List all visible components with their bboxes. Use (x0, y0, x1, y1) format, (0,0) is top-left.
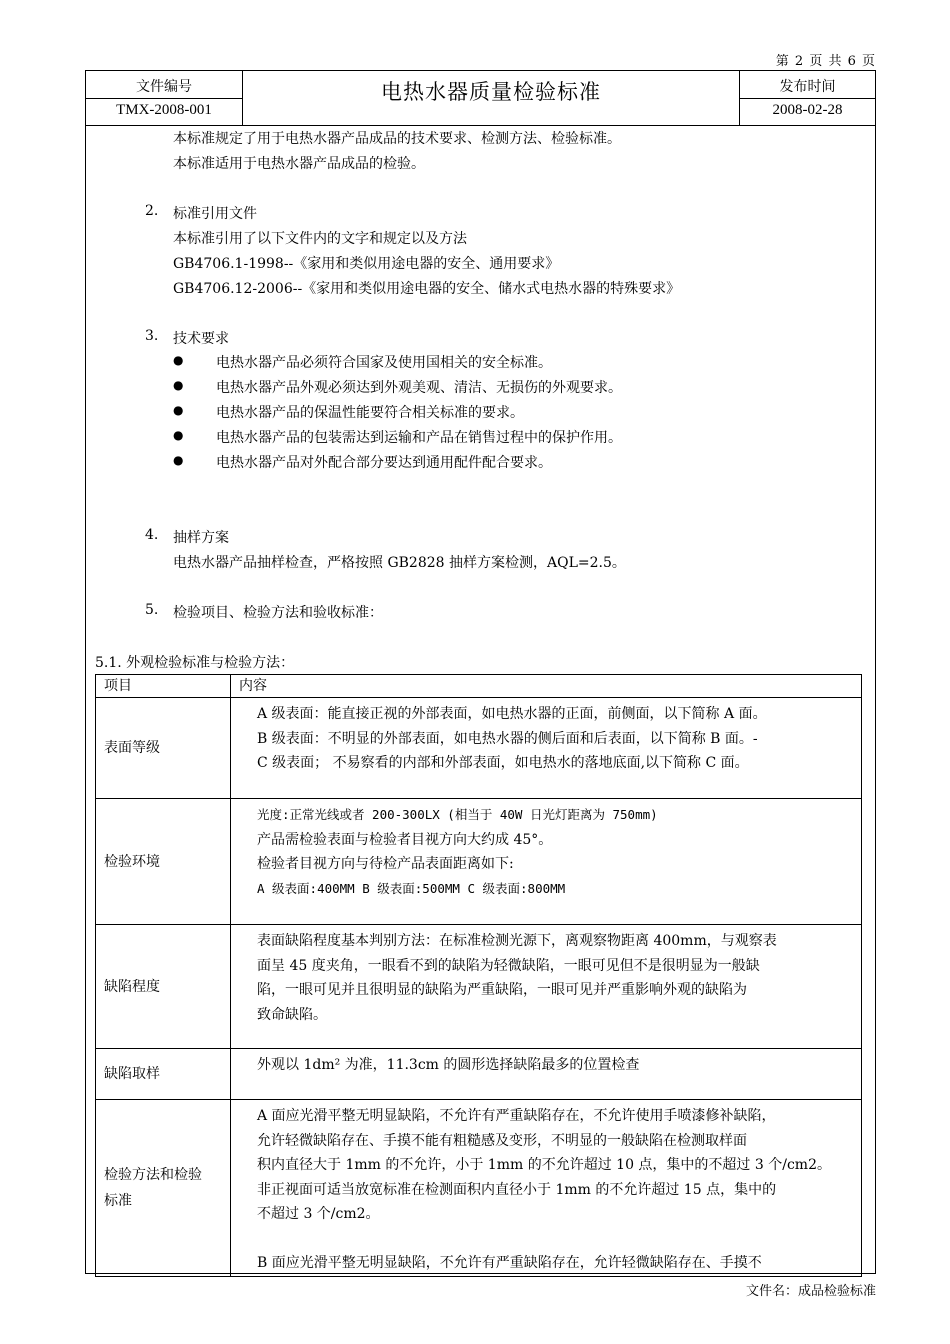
content-line: B 级表面：不明显的外部表面，如电热水器的侧后面和后表面，以下简称 B 面。- (257, 730, 758, 747)
content-line: A 级表面：能直接正视的外部表面，如电热水器的正面，前侧面，以下简称 A 面。 (257, 706, 767, 722)
page-number: 第 2 页 共 6 页 (775, 54, 876, 69)
content-line: 不超过 3 个/cm2。 (257, 1206, 380, 1222)
bullet-icon: ● (173, 428, 184, 442)
content-line: 产品需检验表面与检验者目视方向大约成 45°。 (257, 831, 553, 848)
subsection-title: 5.1. 外观检验标准与检验方法： (95, 655, 295, 671)
requirement-item: 电热水器产品必须符合国家及使用国相关的安全标准。 (216, 355, 552, 371)
row-content (231, 799, 862, 925)
content-line: 外观以 1dm² 为准，11.3cm 的圆形选择缺陷最多的位置检查 (257, 1057, 640, 1073)
requirement-item: 电热水器产品对外配合部分要达到通用配件配合要求。 (216, 455, 552, 471)
column-header-content: 内容 (231, 675, 862, 698)
bullet-icon: ● (173, 378, 184, 392)
table-row (96, 698, 862, 799)
row-content (231, 1100, 862, 1277)
content-line: 非正视面可适当放宽标准在检测面积内直径小于 1mm 的不允许超过 15 点，集中的 (257, 1181, 777, 1198)
content-line (257, 1227, 851, 1252)
content-line: 允许轻微缺陷存在、手摸不能有粗糙感及变形，不明显的一般缺陷在检测取样面 (257, 1132, 747, 1149)
column-header-item: 项目 (96, 675, 231, 698)
table-row (96, 925, 862, 1049)
row-item-line: 标准 (104, 1192, 132, 1209)
row-item: 缺陷取样 (96, 1049, 231, 1100)
content-line: 陷，一眼可见并且很明显的缺陷为严重缺陷，一眼可见并严重影响外观的缺陷为 (257, 982, 747, 998)
section-number: 3. (145, 328, 159, 344)
content-line: B 面应光滑平整无明显缺陷，不允许有严重缺陷存在，允许轻微缺陷存在、手摸不 (257, 1255, 762, 1271)
row-item: 表面等级 (96, 698, 231, 799)
section-title: 技术要求 (173, 331, 229, 347)
row-item (96, 1100, 231, 1277)
content-line: A 面应光滑平整无明显缺陷，不允许有严重缺陷存在，不允许使用手喷漆修补缺陷， (257, 1108, 776, 1124)
release-date-cell (739, 71, 875, 125)
section-title: 检验项目、检验方法和验收标准： (173, 605, 383, 621)
table-row (96, 1049, 862, 1100)
table-row (96, 1100, 862, 1277)
requirement-item: 电热水器产品的保温性能要符合相关标准的要求。 (216, 405, 524, 421)
requirement-item: 电热水器产品的包装需达到运输和产品在销售过程中的保护作用。 (216, 430, 622, 446)
row-content (231, 925, 862, 1049)
content-line: 积内直径大于 1mm 的不允许，小于 1mm 的不允许超过 10 点，集中的不超过 3 个/cm2。 (257, 1157, 831, 1173)
intro-line: 本标准适用于电热水器产品成品的检验。 (173, 156, 425, 172)
table-row (96, 799, 862, 925)
release-date-label: 发布时间 (779, 79, 836, 95)
content-line: A 级表面:400MM B 级表面:500MM C 级表面:800MM (257, 880, 566, 896)
bullet-icon: ● (173, 453, 184, 467)
inspection-table (95, 674, 862, 1277)
sampling-line: 电热水器产品抽样检查，严格按照 GB2828 抽样方案检测，AQL=2.5。 (173, 555, 626, 571)
content-line: 检验者目视方向与待检产品表面距离如下: (257, 856, 514, 872)
bullet-icon: ● (173, 403, 184, 417)
doc-number: TMX-2008-001 (116, 102, 212, 118)
section-title: 标准引用文件 (173, 206, 257, 222)
section-number: 4. (145, 527, 159, 543)
document-title: 电热水器质量检验标准 (381, 80, 601, 104)
content-line: 致命缺陷。 (257, 1006, 327, 1023)
section-number: 5. (145, 602, 159, 618)
content-line: C 级表面； 不易察看的内部和外部表面，如电热水的落地底面,以下简称 C 面。 (257, 755, 749, 771)
content-line: 表面缺陷程度基本判别方法：在标准检测光源下，离观察物距离 400mm，与观察表 (257, 933, 777, 949)
content-line: 光度:正常光线或者 200-300LX (相当于 40W 日光灯距离为 750mm) (257, 807, 658, 822)
doc-number-cell (86, 71, 243, 125)
doc-number-label: 文件编号 (136, 79, 192, 95)
section-line: 本标准引用了以下文件内的文字和规定以及方法 (173, 231, 467, 247)
reference-standard: GB4706.12-2006--《家用和类似用途电器的安全、储水式电热水器的特殊要求》 (173, 281, 681, 297)
table-header-row (96, 675, 862, 698)
row-item: 缺陷程度 (96, 925, 231, 1049)
reference-standard: GB4706.1-1998--《家用和类似用途电器的安全、通用要求》 (173, 256, 560, 272)
requirement-item: 电热水器产品外观必须达到外观美观、清洁、无损伤的外观要求。 (216, 380, 622, 396)
bullet-icon: ● (173, 353, 184, 367)
release-date: 2008-02-28 (772, 102, 843, 118)
document-header (86, 71, 875, 126)
row-content (231, 698, 862, 799)
section-title: 抽样方案 (173, 530, 229, 546)
intro-line: 本标准规定了用于电热水器产品成品的技术要求、检测方法、检验标准。 (173, 131, 621, 147)
content-line: 面呈 45 度夹角，一眼看不到的缺陷为轻微缺陷，一眼可见但不是很明显为一般缺 (257, 957, 760, 974)
row-item: 检验环境 (96, 799, 231, 925)
row-content (231, 1049, 862, 1100)
file-name-footer: 文件名：成品检验标准 (745, 1284, 876, 1299)
section-number: 2. (145, 203, 159, 219)
row-item-line: 检验方法和检验 (104, 1166, 202, 1183)
